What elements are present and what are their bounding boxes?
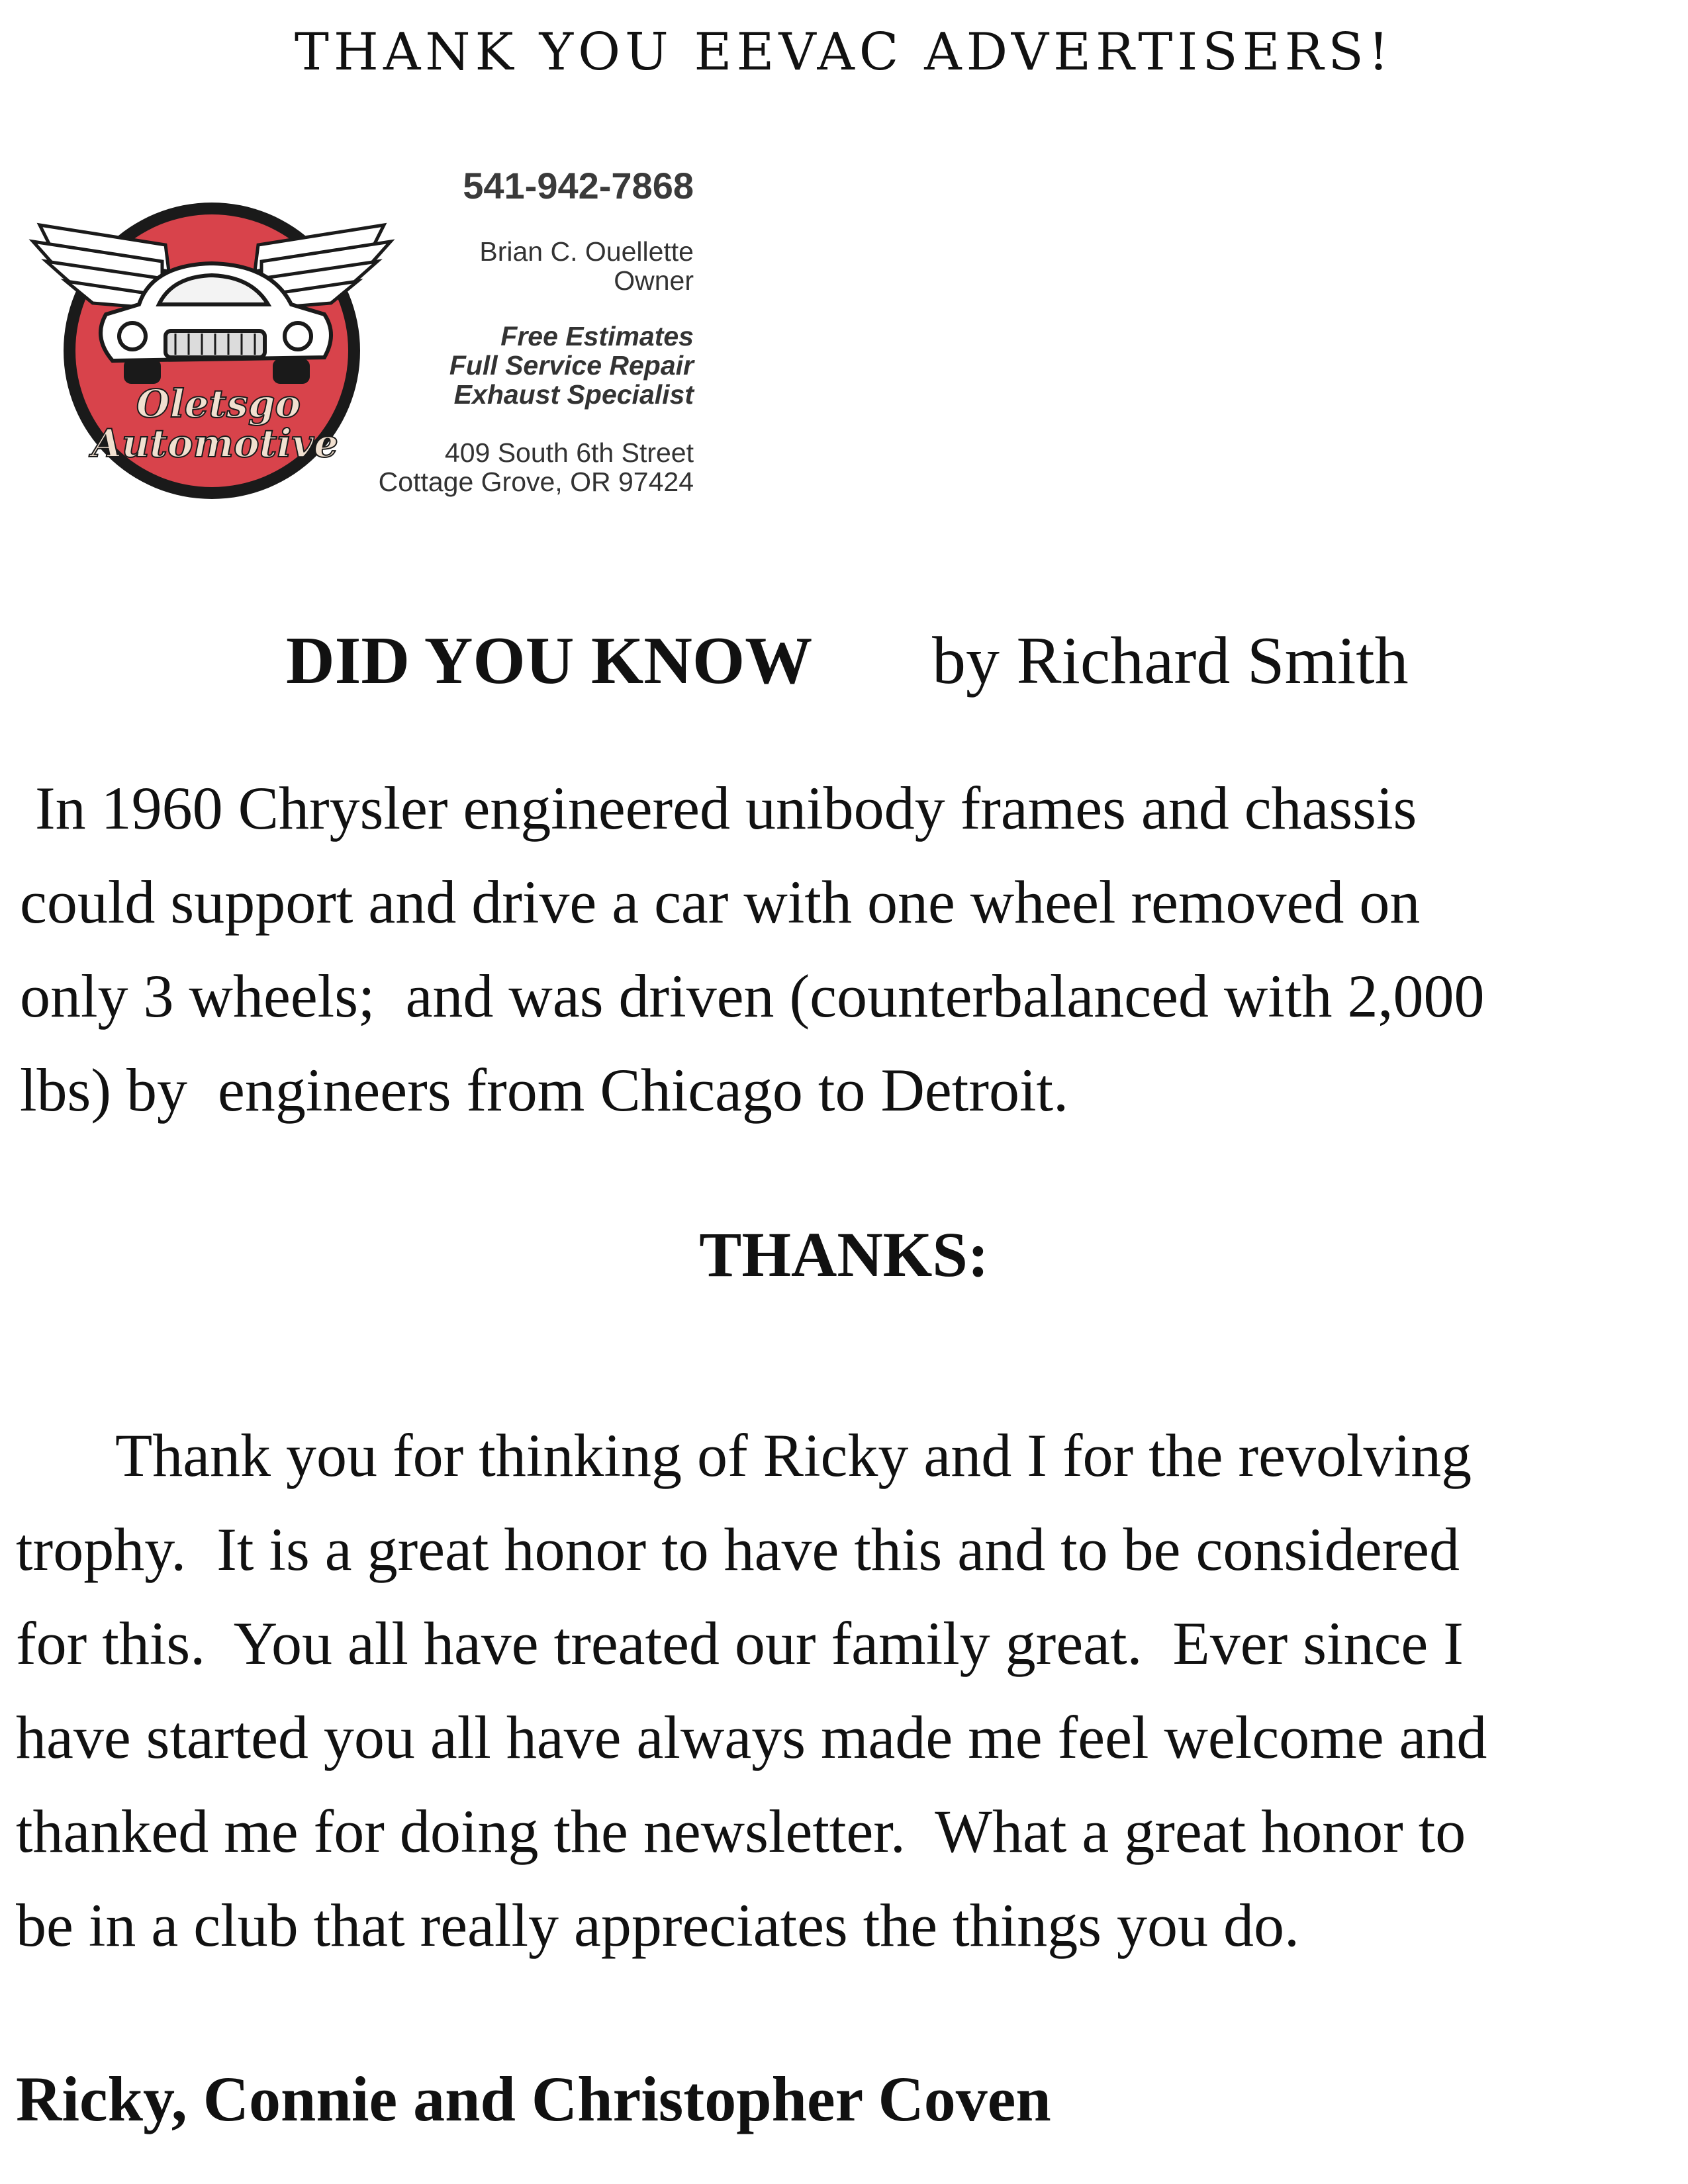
advertiser-owner-role: Owner [614, 265, 694, 296]
thanks-body [16, 1408, 1677, 1972]
article-line: In 1960 Chrysler engineered unibody frames and chassis [20, 774, 1417, 842]
advertiser-street: 409 South 6th Street [444, 437, 694, 468]
article-heading: DID YOU KNOW [286, 623, 813, 698]
advertiser-city: Cottage Grove, OR 97424 [378, 467, 694, 497]
svg-text:Oletsgo: Oletsgo [136, 381, 301, 426]
service-item: Full Service Repair [449, 350, 694, 381]
thanks-heading: THANKS: [699, 1219, 989, 1290]
thanks-line: for this. You all have treated our family great. Ever since I [16, 1610, 1464, 1677]
advertiser-phone: 541-942-7868 [463, 165, 694, 206]
advertiser-owner-name: Brian C. Ouellette [479, 236, 694, 267]
article-line: only 3 wheels; and was driven (counterbalanced with 2,000 [20, 962, 1485, 1030]
thanks-line: have started you all have always made me feel welcome and [16, 1704, 1487, 1771]
advertiser-services [449, 322, 694, 409]
thanks-line: be in a club that really appreciates the things you do. [16, 1891, 1300, 1959]
article-byline: by Richard Smith [932, 623, 1409, 698]
thanks-line: trophy. It is a great honor to have this and to be considered [16, 1516, 1460, 1583]
service-item: Free Estimates [500, 321, 694, 351]
page-title: THANK YOU EEVAC ADVERTISERS! [294, 23, 1394, 82]
advertiser-business-card [13, 159, 694, 516]
signature: Ricky, Connie and Christopher Coven [16, 2064, 1051, 2134]
article-line: could support and drive a car with one wheel removed on [20, 868, 1421, 936]
thanks-line: Thank you for thinking of Ricky and I for the revolving [115, 1422, 1472, 1489]
article-line: lbs) by engineers from Chicago to Detroit. [20, 1056, 1069, 1124]
thanks-line: thanked me for doing the newsletter. What a great honor to [16, 1797, 1466, 1865]
service-item: Exhaust Specialist [453, 379, 694, 410]
article-body [20, 761, 1675, 1137]
winged-car-icon [13, 172, 410, 503]
svg-text:Automotive: Automotive [91, 421, 339, 466]
